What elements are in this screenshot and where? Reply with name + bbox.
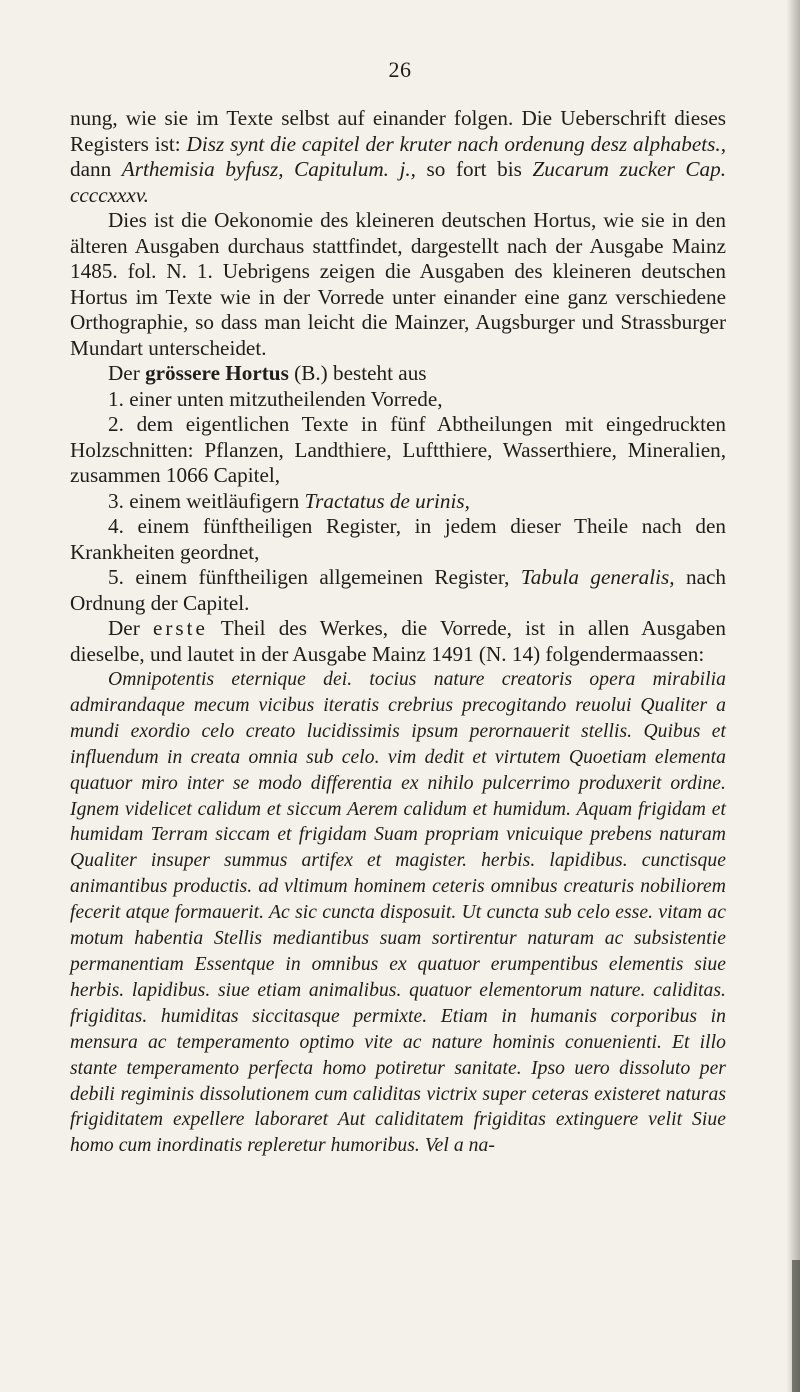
italic-run: Disz synt die capitel der kruter nach ordenung desz alphabets.,: [186, 131, 726, 156]
list-item-3: [70, 489, 726, 515]
page-number: 26: [388, 57, 412, 82]
body-text: [70, 106, 726, 1159]
text-run: Der: [108, 361, 146, 385]
list-item-4: 4. einem fünftheiligen Register, in jedem dieser Theile nach den Krankheiten geordnet,: [70, 514, 726, 564]
paragraph-register-title: [70, 106, 726, 208]
scan-edge-shadow: [786, 0, 800, 1392]
text-run: nung, wie sie im Texte selbst auf einander folgen. Die Ueberschrift dieses Registers ist:: [70, 106, 726, 156]
list-item-1: 1. einer unten mitzutheilenden Vorrede,: [108, 386, 443, 411]
text-run: so fort bis: [415, 157, 533, 181]
text-run: 3. einem weitläufigern: [108, 488, 305, 513]
paragraph-oekonomie: Dies ist die Oekonomie des kleineren deutschen Hortus, wie sie in den älteren Ausgaben durchaus stattfindet, dargestellt nach der Ausgabe Mainz 1485. fol. N. 1. Uebrigens zeigen die Ausgaben des kleineren deutschen Hortus im Texte wie in der Vorrede unter einander eine ganz verschiedene Orthographie, so dass man leicht die Mainzer, Augsburger und Strassburger Mundart unterscheidet.: [70, 208, 726, 360]
italic-run: Tabula generalis,: [520, 565, 675, 589]
spaced-run: erste: [152, 616, 208, 640]
latin-preface-quote: Omnipotentis eternique dei. tocius nature creatoris opera mirabilia admirandaque mecum vicibus iteratis crebrius precogitando reuolui Qualiter a mundi exordio celo creato lucidissimis ipsum perornauerit stellis. Quibus et influendum in creata omnia sub celo. vim dedit et virtutem Quoetiam elementa quatuor miro inter se modo differentia ex nihilo pulcerrimo produxerit ordine. Ignem videlicet calidum et siccum Aerem calidum et humidum. Aquam frigidam et humidam Terram siccam et frigidam Suam propriam vnicuique prebens naturam Qualiter insuper summus artifex et magister. herbis. lapidibus. cunctisque animantibus productis. ad vltimum hominem ceteris omnibus creaturis nobiliorem fecerit atque formauerit. Ac sic cuncta disposuit. Ut cuncta sub celo esse. vitam ac motum habentia Stellis mediantibus suam sortirentur naturam ac subsistentie permanentiam Essentque in omnibus ex quatuor erumpentibus elementis siue herbis. lapidibus. siue etiam animalibus. quatuor elementorum nature. caliditas. frigiditas. humiditas siccitasque permixte. Etiam in humanis corporibus in mensura ac temperamento optimo vite ac nature hominis conuenienti. Et illo stante temperamento perfecta homo potiretur sanitate. Ipso uero dissoluto per debili regiminis dissolutionem cum caliditas victrix super ceteras existeret naturas frigiditatem expellere laboraret Aut caliditatem frigiditas extinguere velit Siue homo cum inordinatis repleretur humoribus. Vel a na-: [70, 669, 726, 1157]
text-run: dann: [70, 157, 122, 181]
text-run: Der: [108, 616, 153, 640]
italic-run: Tractatus de urinis,: [304, 488, 470, 513]
list-item-5: [70, 565, 726, 616]
bold-run: grössere Hortus: [145, 361, 289, 385]
text-run: Theil des Werkes, die Vorrede, ist in allen Ausgaben dieselbe, und lautet in der Ausgabe Mainz 1491 (N. 14) folgendermaassen:: [70, 616, 726, 666]
list-item-2: 2. dem eigentlichen Texte in fünf Abtheilungen mit eingedruckten Holzschnitten: Pflanzen, Landthiere, Luftthiere, Wasserthiere, Mineralien, zusammen 1066 Capitel,: [70, 412, 726, 487]
text-run: 5. einem fünftheiligen allgemeinen Register,: [108, 565, 521, 589]
paragraph-groessere-hortus: [70, 361, 726, 387]
italic-run: Arthemisia byfusz, Capitulum. j.,: [121, 157, 416, 181]
text-run: (B.) besteht aus: [288, 361, 427, 385]
scan-edge-dark: [792, 1260, 800, 1392]
italic-run: Zucarum zucker Cap. ccccxxxv.: [70, 157, 727, 207]
text-run: nach Ordnung der Capitel.: [70, 565, 726, 615]
paragraph-erste-theil: [70, 616, 726, 667]
